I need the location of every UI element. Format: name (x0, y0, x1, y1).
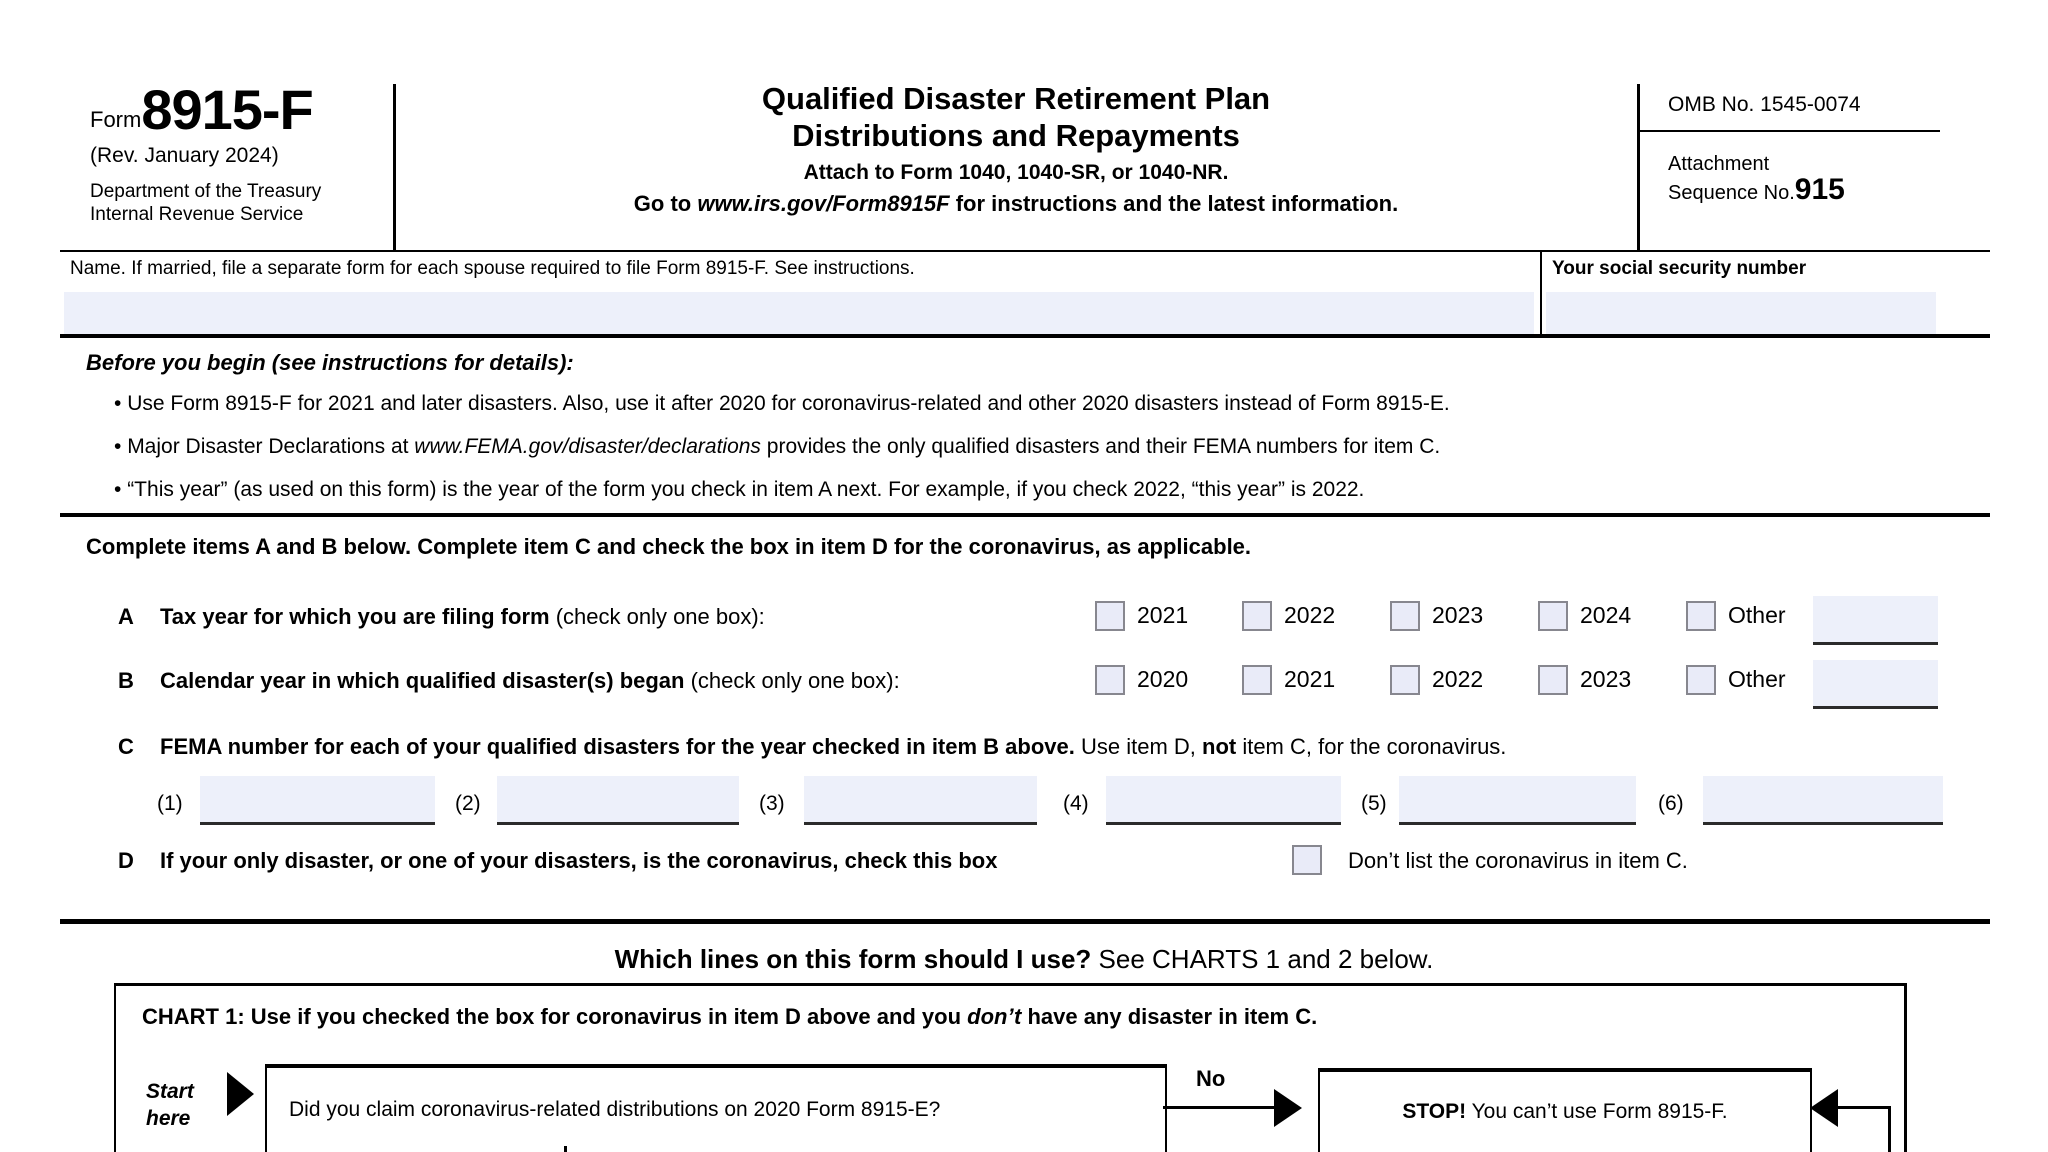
attachment-number: 915 (1794, 173, 1845, 206)
fema-input-4[interactable] (1106, 776, 1341, 825)
yes-path-line-stub (564, 1146, 567, 1152)
form-number: 8915-F (141, 78, 313, 141)
item-a-other-input[interactable] (1813, 596, 1938, 645)
checkbox-a-other[interactable] (1686, 601, 1716, 631)
which-lines-bold: Which lines on this form should I use? (614, 944, 1092, 974)
fema-label-6: (6) (1658, 792, 1684, 815)
label-b-2023: 2023 (1580, 666, 1632, 692)
checkbox-a-2022[interactable] (1242, 601, 1272, 631)
form-title-block (400, 80, 1632, 217)
start-here-label (146, 1078, 194, 1132)
fema-label-1: (1) (157, 792, 183, 815)
item-a-letter: A (118, 604, 134, 629)
fema-label-5: (5) (1361, 792, 1387, 815)
item-c-label (160, 734, 1506, 760)
attachment-sequence (1668, 152, 1845, 206)
header-divider-left (393, 84, 396, 250)
attach-line: Attach to Form 1040, 1040-SR, or 1040-NR. (803, 161, 1229, 184)
form-word: Form (90, 107, 142, 132)
chart1-title-suffix: have any disaster in item C. (1021, 1004, 1318, 1029)
item-d-label: If your only disaster, or one of your disasters, is the coronavirus, check this box (160, 848, 998, 873)
chart1-title (142, 1004, 1317, 1030)
no-label: No (1196, 1066, 1226, 1091)
bullet-1-text: Use Form 8915-F for 2021 and later disasters. Also, use it after 2020 for coronavirus-related and other 2020 disasters instead of Form 8915-E. (127, 392, 1450, 415)
return-arrow-vline (1888, 1106, 1891, 1152)
item-b-label-rest: (check only one box): (684, 668, 900, 693)
ssn-label: Your social security number (1552, 258, 1807, 279)
stop-rest: You can’t use Form 8915-F. (1466, 1100, 1728, 1123)
fema-label-2: (2) (455, 792, 481, 815)
goto-suffix: for instructions and the latest information. (949, 191, 1399, 216)
checkbox-a-2023[interactable] (1390, 601, 1420, 631)
fema-input-1[interactable] (200, 776, 435, 825)
chart1-stop-box (1318, 1068, 1812, 1152)
attachment-line1: Attachment (1668, 153, 1770, 175)
item-a-label (160, 604, 765, 630)
start-here-line1: Start (146, 1080, 194, 1103)
label-a-2021: 2021 (1137, 602, 1189, 628)
bullet-3-text: “This year” (as used on this form) is the year of the form you check in item A next. For example, if you check 2022, “this year” is 2022. (127, 478, 1365, 501)
item-b-letter: B (118, 668, 134, 693)
return-arrow-line (1838, 1106, 1891, 1109)
item-a-label-rest: (check only one box): (549, 604, 765, 629)
omb-number: OMB No. 1545-0074 (1668, 93, 1861, 116)
bullet-2: • Major Disaster Declarations at www.FEMA.gov/disaster/declarations provides the only qualified disasters and their FEMA numbers for item C. (114, 435, 1441, 458)
label-b-2021: 2021 (1284, 666, 1336, 692)
form-title-line1: Qualified Disaster Retirement Plan (761, 81, 1271, 116)
form-revision: (Rev. January 2024) (90, 144, 279, 167)
which-lines-rest: See CHARTS 1 and 2 below. (1091, 944, 1434, 974)
label-a-2023: 2023 (1432, 602, 1484, 628)
label-b-other: Other (1728, 666, 1786, 692)
item-c-label-mid: Use item D, (1074, 734, 1202, 759)
item-a-label-bold: Tax year for which you are filing form (160, 604, 550, 629)
item-d-note: Don’t list the coronavirus in item C. (1348, 848, 1688, 873)
checkbox-b-2020[interactable] (1095, 665, 1125, 695)
header-divider-right (1637, 84, 1640, 250)
irs-url-link[interactable]: www.irs.gov/Form8915F (697, 191, 950, 216)
bullet-2-suffix: provides the only qualified disasters and their FEMA numbers for item C. (760, 435, 1441, 458)
agency-line2: Internal Revenue Service (90, 204, 304, 225)
goto-prefix: Go to (633, 191, 698, 216)
fema-label-4: (4) (1063, 792, 1089, 815)
checkbox-d-coronavirus[interactable] (1292, 845, 1322, 875)
item-c-label-bold: FEMA number for each of your qualified disasters for the year checked in item B above. (160, 734, 1075, 759)
attachment-line2: Sequence No. (1668, 182, 1795, 204)
name-row-bottom-rule (60, 334, 1990, 338)
label-a-other: Other (1728, 602, 1786, 628)
return-arrow-head-icon (1810, 1089, 1838, 1127)
checkbox-b-2022[interactable] (1390, 665, 1420, 695)
item-b-other-input[interactable] (1813, 660, 1938, 709)
items-instruction: Complete items A and B below. Complete item C and check the box in item D for the coronavirus, as applicable. (86, 534, 1252, 559)
name-label: Name. If married, file a separate form for each spouse required to file Form 8915-F. See instructions. (70, 258, 915, 279)
label-b-2020: 2020 (1137, 666, 1189, 692)
fema-label-3: (3) (759, 792, 785, 815)
item-c-label-rest: item C, for the coronavirus. (1236, 734, 1507, 759)
item-d-letter: D (118, 848, 134, 873)
section-rule-2 (60, 919, 1990, 924)
chart1-stop-text (1402, 1100, 1727, 1124)
chart1-title-italic: don’t (967, 1004, 1022, 1029)
item-c-label-not: not (1202, 734, 1237, 759)
bullet-1: • Use Form 8915-F for 2021 and later disasters. Also, use it after 2020 for coronavirus-related and other 2020 disasters instead of Form 8915-E. (114, 392, 1450, 415)
name-ssn-divider (1540, 250, 1542, 338)
no-arrow-line (1163, 1106, 1275, 1109)
goto-line (400, 191, 1632, 217)
chart1-question-box (265, 1064, 1167, 1152)
chart1-title-prefix: CHART 1: Use if you checked the box for coronavirus in item D above and you (142, 1004, 968, 1029)
checkbox-a-2021[interactable] (1095, 601, 1125, 631)
ssn-input[interactable] (1546, 292, 1936, 334)
label-b-2022: 2022 (1432, 666, 1484, 692)
checkbox-b-other[interactable] (1686, 665, 1716, 695)
chart1-question-text: Did you claim coronavirus-related distributions on 2020 Form 8915-E? (289, 1098, 941, 1121)
fema-input-5[interactable] (1399, 776, 1636, 825)
agency-line1: Department of the Treasury (90, 181, 322, 202)
checkbox-a-2024[interactable] (1538, 601, 1568, 631)
item-c-letter: C (118, 734, 134, 759)
label-a-2022: 2022 (1284, 602, 1336, 628)
omb-divider (1637, 130, 1940, 132)
section-rule-1 (60, 513, 1990, 517)
fema-input-2[interactable] (497, 776, 739, 825)
fema-input-6[interactable] (1703, 776, 1943, 825)
form-title-line2: Distributions and Repayments (792, 118, 1240, 153)
item-b-label-bold: Calendar year in which qualified disaster(s) began (160, 668, 685, 693)
name-input[interactable] (64, 292, 1534, 334)
form-id-block (90, 78, 390, 226)
stop-bold: STOP! (1402, 1100, 1467, 1123)
name-row-top-rule (60, 250, 1990, 252)
bullet-2-prefix: Major Disaster Declarations at (127, 435, 415, 458)
before-begin-heading: Before you begin (see instructions for details): (86, 350, 574, 375)
checkbox-b-2021[interactable] (1242, 665, 1272, 695)
start-here-arrow-icon (227, 1072, 254, 1116)
fema-url-link[interactable]: www.FEMA.gov/disaster/declarations (414, 435, 761, 458)
start-here-line2: here (146, 1107, 191, 1130)
label-a-2024: 2024 (1580, 602, 1632, 628)
checkbox-b-2023[interactable] (1538, 665, 1568, 695)
fema-input-3[interactable] (804, 776, 1037, 825)
item-b-label (160, 668, 900, 694)
which-lines-heading (0, 944, 2048, 975)
bullet-3: • “This year” (as used on this form) is the year of the form you check in item A next. For example, if you check 2022, “this year” is 2022. (114, 478, 1365, 501)
no-arrow-head-icon (1274, 1089, 1302, 1127)
